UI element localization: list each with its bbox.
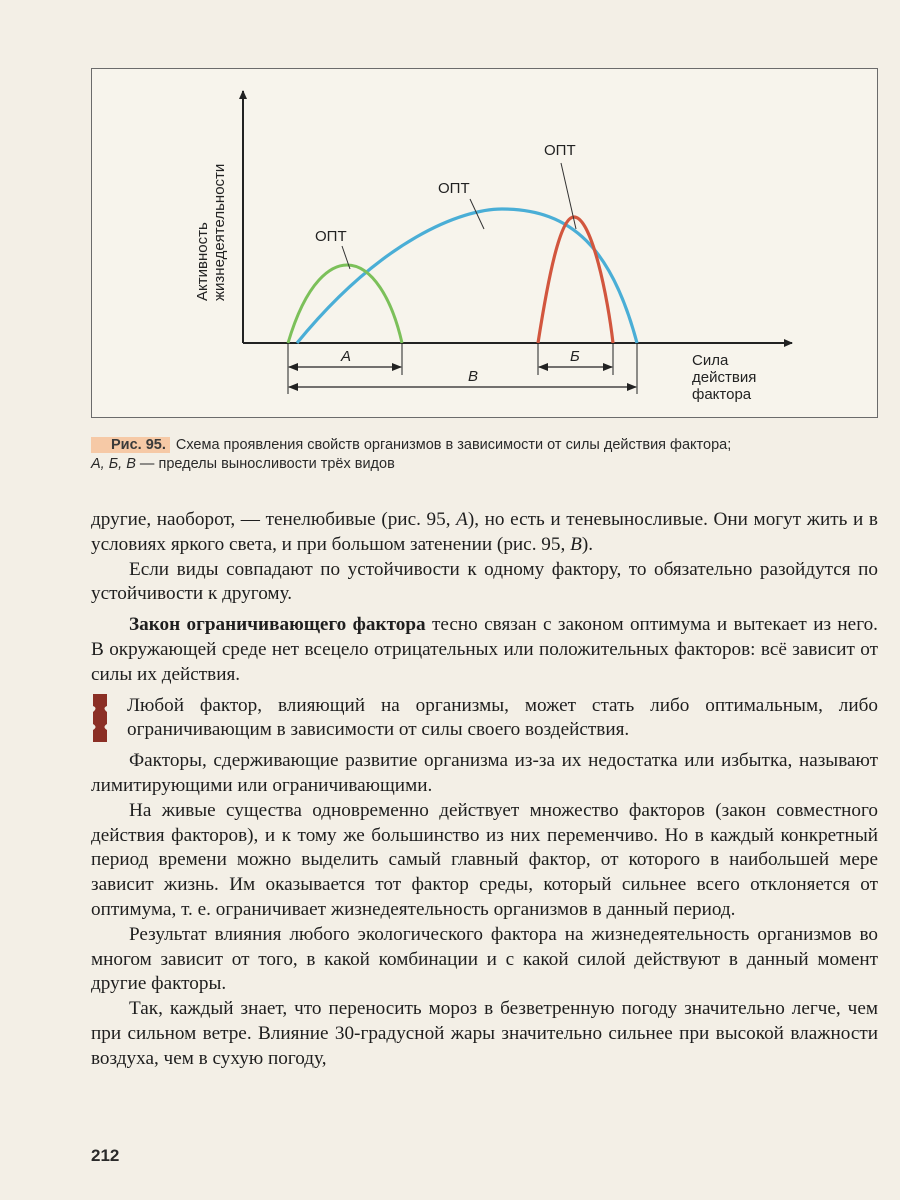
x-axis-label: Сила действия фактора <box>692 352 757 403</box>
opt-label-a: ОПТ <box>315 228 347 245</box>
range-b-light-label: Б <box>570 348 580 365</box>
body-text <box>91 508 878 1072</box>
paragraph: Факторы, сдерживающие развитие организма из-за их недостатка или избытка, называют лимитирующими или ограничивающими. <box>91 750 878 796</box>
figure-caption <box>91 436 881 474</box>
rule-text: Любой фактор, влияющий на организмы, может стать либо оптимальным, либо ограничивающим в зависимости от силы своего воздействия. <box>127 694 878 741</box>
caption-text: Схема проявления свойств организмов в зависимости от силы действия фактора; <box>175 437 732 453</box>
page-number: 212 <box>91 1146 120 1165</box>
rule-callout <box>91 694 878 744</box>
law-title: Закон ограничивающего фактора <box>129 614 426 636</box>
figure-95 <box>91 68 878 418</box>
caption-letters: А, Б, В <box>91 456 136 472</box>
paragraph: Так, каждый знает, что переносить мороз в безветренную погоду значительно легче, чем при сильном ветре. Влияние 30-градусной жары значительно сильнее при высокой влажности воздуха, чем в сухую погоду, <box>91 998 878 1069</box>
paragraph: Результат влияния любого экологического фактора на жизнедеятельность организмов во многом зависит от того, в какой комбинации и с какой силой действуют в данный момент другие факторы. <box>91 923 878 995</box>
range-a-label: А <box>341 348 352 365</box>
puzzle-marker-icon <box>91 694 109 742</box>
paragraph: Если виды совпадают по устойчивости к одному фактору, то обязательно разойдутся по устойчивости к другому. <box>91 558 878 605</box>
opt-label-b-wide: ОПТ <box>438 180 470 197</box>
range-v-label: В <box>468 368 479 385</box>
caption-text-2: — пределы выносливости трёх видов <box>135 456 395 472</box>
opt-label-b-light: ОПТ <box>544 142 576 159</box>
paragraph: На живые существа одновременно действует множество факторов (закон совместного действия факторов), и к тому же большинство из них переменчиво. Но в каждый конкретный период времени можно выделить самый главный фактор, от которого в наибольшей мере зависит жизнь. Им оказывается тот фактор среды, который сильнее всего отклоняется от оптимума, т. е. ограничивает жизнедеятельность организмов в данный период. <box>91 799 878 920</box>
figure-number: Рис. 95. <box>91 437 170 453</box>
y-axis-label: Активность жизнедеятельности <box>194 163 228 301</box>
paragraph: другие, наоборот, — тенелюбивые (рис. 95, А), но есть и теневыносливые. Они могут жить и в условиях яркого света, и при большом затенении (рис. 95, В). <box>91 509 878 555</box>
curve-b-light <box>538 217 613 343</box>
tolerance-diagram <box>92 69 879 419</box>
paragraph: Закон ограничивающего фактора тесно связан с законом оптимума и вытекает из него. В окружающей среде нет всецело отрицательных или положительных факторов: всё зависит от силы их действия. <box>91 614 878 685</box>
